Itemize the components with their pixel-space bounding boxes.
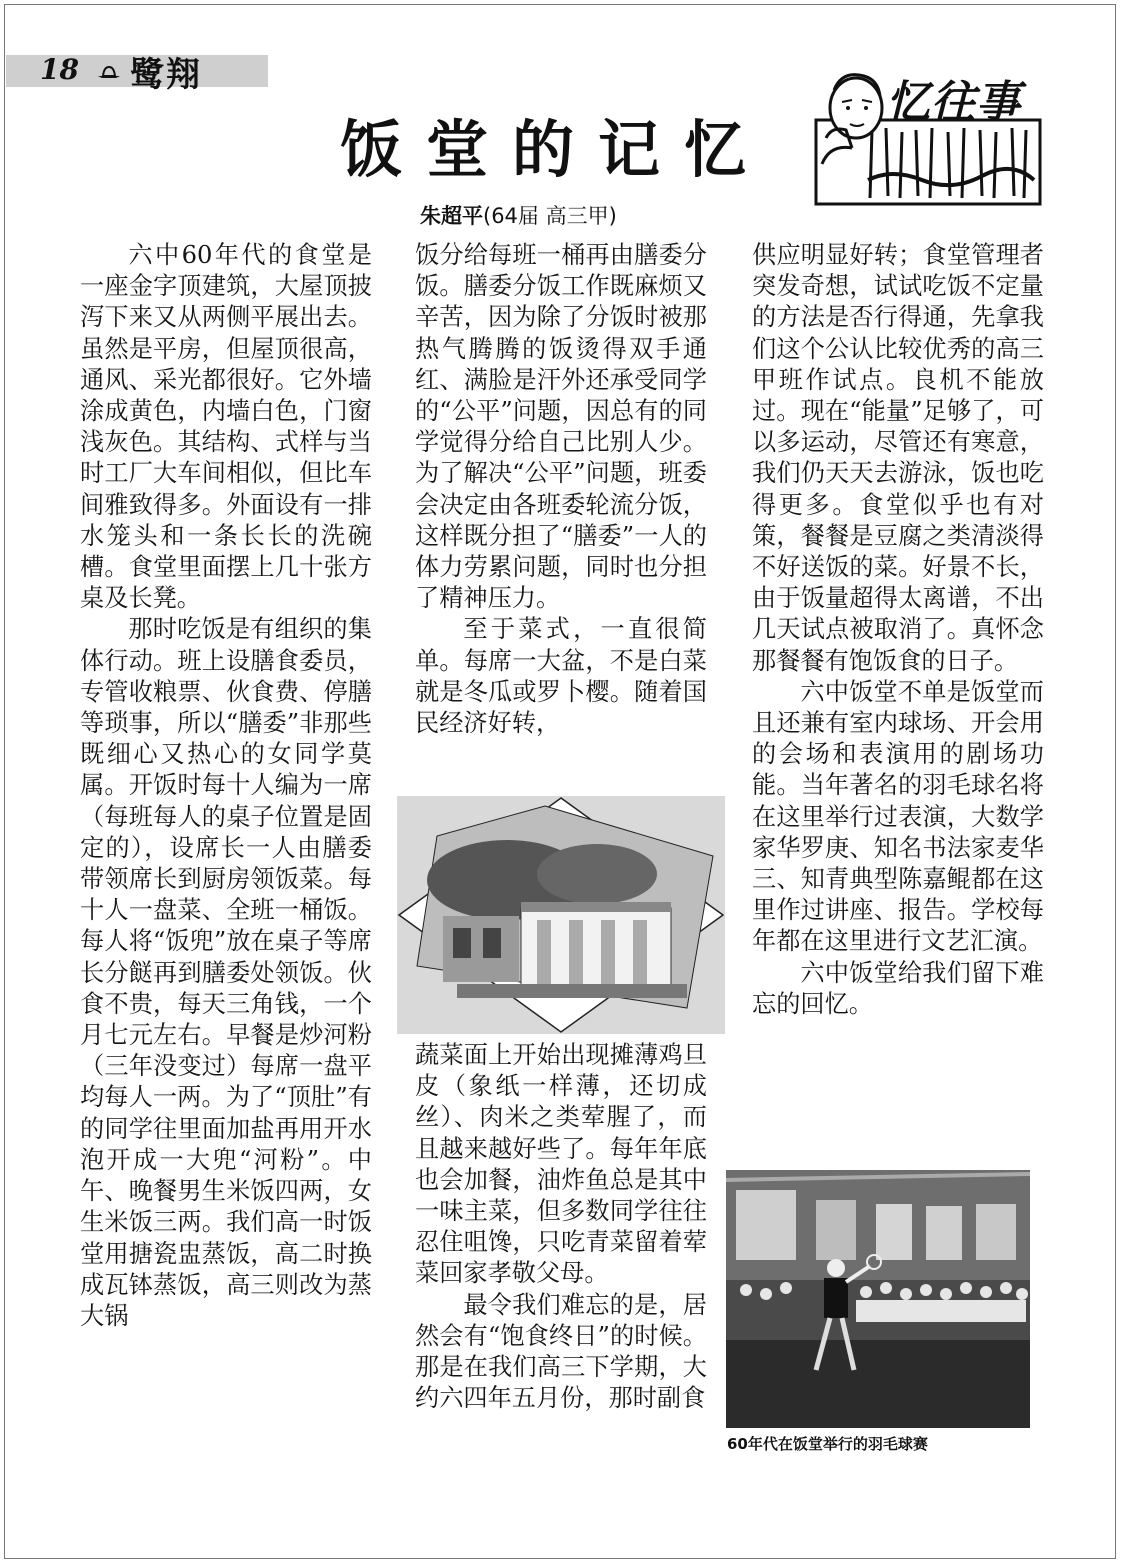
article-column-2-bottom [415, 1040, 707, 1414]
paragraph: 六中饭堂不单是饭堂而且还兼有室内球场、开会用的会场和表演用的剧场功能。当年著名的羽毛球名将在这里举行过表演，大数学家华罗庚、知名书法家麦华三、知青典型陈嘉鲲都在这里作过讲座、报告。学校每年都在这里进行文艺汇演。 [752, 677, 1044, 956]
page-number: 18 [40, 53, 79, 86]
badminton-match-image [726, 1170, 1030, 1428]
photo-caption: 60年代在饭堂举行的羽毛球赛 [727, 1435, 928, 1453]
article-title: 饭堂的记忆 [340, 113, 771, 186]
article-column-2-top [415, 240, 707, 739]
paragraph: 饭分给每班一桶再由膳委分饭。膳委分饭工作既麻烦又辛苦，因为除了分饭时被那热气腾腾的饭烫得双手通红、满脸是汗外还承受同学的“公平”问题，因总有的同学觉得分给自己比别人少。为了解决“公平”问题，班委会决定由各班委轮流分饭，这样既分担了“膳委”一人的体力劳累问题，同时也分担了精神压力。 [415, 241, 707, 613]
paragraph: 至于菜式，一直很简单。每席一大盆，不是白菜就是冬瓜或罗卜樱。随着国民经济好转， [415, 615, 707, 738]
badminton-photo [726, 1170, 1030, 1428]
article-column-1 [80, 240, 372, 1332]
canteen-photo [397, 796, 725, 1034]
article-column-3 [752, 240, 1044, 1020]
paragraph: 供应明显好转；食堂管理者突发奇想，试试吃饭不定量的方法是否行得通，先拿我们这个公认比较优秀的高三甲班作试点。良机不能放过。现在“能量”足够了，可以多运动，尽管还有寒意，我们仍天天去游泳，饭也吃得更多。食堂似乎也有对策，餐餐是豆腐之类清淡得不好送饭的菜。好景不长，由于饭量超得太离谱，不出几天试点被取消了。真怀念那餐餐有饱饭食的日子。 [752, 241, 1044, 675]
paragraph: 蔬菜面上开始出现摊薄鸡旦皮（象纸一样薄，还切成丝）、肉米之类荤腥了，而且越来越好些了。每年年底也会加餐，油炸鱼总是其中一味主菜，但多数同学往往忍住咀馋，只吃青菜留着荤菜回家孝敬父母。 [415, 1041, 707, 1288]
column-badge-text: 忆往事 [886, 77, 1021, 128]
author-line [420, 200, 617, 230]
author-name: 朱超平 [420, 204, 483, 228]
canteen-building-image [397, 796, 725, 1034]
author-class: (64届 高三甲) [483, 204, 617, 228]
magazine-name: 鹭翔 [130, 55, 202, 95]
hat-icon [96, 64, 122, 80]
paragraph: 六中饭堂给我们留下难忘的回忆。 [752, 958, 1044, 1018]
paragraph: 那时吃饭是有组织的集体行动。班上设膳食委员，专管收粮票、伙食费、停膳等琐事，所以“膳委”非那些既细心又热心的女同学莫属。开饭时每十人编为一席（每班每人的桌子位置是固定的），设席长一人由膳委带领席长到厨房领饭菜。每十人一盘菜、全班一桶饭。每人将“饭兜”放在桌子等席长分餸再到膳委处领饭。伙食不贵，每天三角钱，一个月七元左右。早餐是炒河粉（三年没变过）每席一盘平均每人一两。为了“顶肚”有的同学往里面加盐再用开水泡开成一大兜“河粉”。中午、晚餐男生米饭四两，女生米饭三两。我们高一时饭堂用搪瓷盅蒸饭，高二时换成瓦钵蒸饭，高三则改为蒸大锅 [80, 615, 372, 1330]
paragraph: 最令我们难忘的是，居然会有“饱食终日”的时候。那是在我们高三下学期，大约六四年五月份，那时副食 [415, 1290, 707, 1413]
paragraph: 六中60年代的食堂是一座金字顶建筑，大屋顶披泻下来又从两侧平展出去。虽然是平房，但屋顶很高，通风、采光都很好。它外墙涂成黄色，内墙白色，门窗浅灰色。其结构、式样与当时工厂大车间相似，但比车间雅致得多。外面设有一排水笼头和一条长长的洗碗槽。食堂里面摆上几十张方桌及长凳。 [80, 241, 372, 613]
